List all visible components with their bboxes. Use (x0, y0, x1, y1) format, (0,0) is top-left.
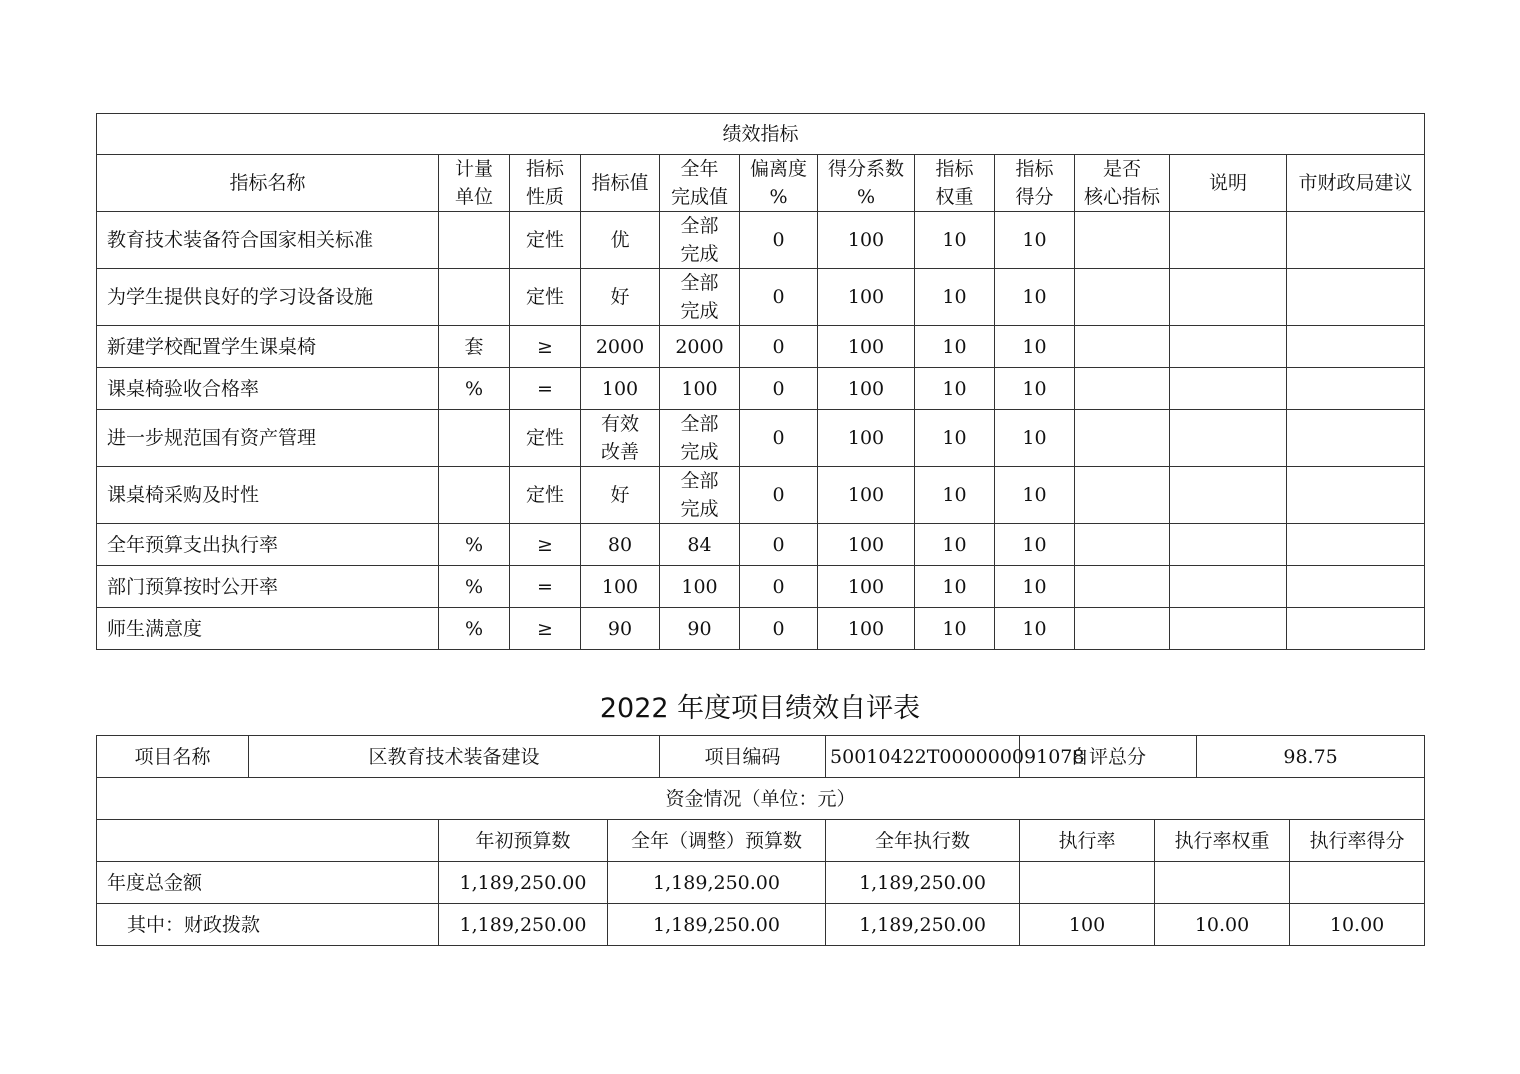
header-row (97, 155, 1425, 212)
column-header (439, 155, 510, 212)
table-row (97, 566, 1425, 608)
project-name-value: 区教育技术装备建设 (249, 736, 660, 778)
indicator-nature: 定性 (510, 212, 581, 269)
column-header (581, 155, 660, 212)
cell-line: 完成 (680, 441, 719, 463)
indicator-score: 10 (995, 368, 1075, 410)
indicator-nature: 定性 (510, 467, 581, 524)
indicator-coef: 100 (818, 524, 915, 566)
indicator-target (581, 212, 660, 269)
table-row (97, 212, 1425, 269)
indicator-actual (660, 269, 740, 326)
cell-line: 2000 (675, 335, 724, 358)
indicator-weight: 10 (915, 608, 995, 650)
indicator-score: 10 (995, 326, 1075, 368)
indicator-dev: 0 (740, 608, 818, 650)
funds-row-total (97, 862, 1425, 904)
indicator-score: 10 (995, 269, 1075, 326)
indicator-dev: 0 (740, 410, 818, 467)
indicator-target (581, 467, 660, 524)
table-row (97, 269, 1425, 326)
cell-line: 计量 (454, 158, 493, 180)
cell-line: 优 (610, 229, 630, 251)
cell-line: 100 (601, 575, 639, 598)
funds-caption: 资金情况（单位：元） (97, 778, 1425, 820)
indicator-advice (1287, 566, 1425, 608)
funds-initial: 1,189,250.00 (439, 862, 608, 904)
column-header (510, 155, 581, 212)
indicator-unit (439, 269, 510, 326)
indicator-actual (660, 410, 740, 467)
cell-line: 改善 (600, 441, 639, 463)
cell-line: 指标 (1015, 158, 1054, 180)
funds-executed: 1,189,250.00 (826, 862, 1020, 904)
indicator-core (1075, 467, 1170, 524)
cell-line: 全部 (680, 470, 719, 492)
cell-line: 好 (610, 484, 630, 506)
column-header (97, 155, 439, 212)
column-header (1170, 155, 1287, 212)
funds-rate-weight: 10.00 (1155, 904, 1290, 946)
cell-line: 得分系数 (827, 158, 904, 180)
cell-line: 全部 (680, 413, 719, 435)
indicator-coef: 100 (818, 608, 915, 650)
table-row (97, 467, 1425, 524)
indicator-weight: 10 (915, 269, 995, 326)
cell-line: 有效 (600, 413, 639, 435)
indicator-dev: 0 (740, 212, 818, 269)
indicator-nature: = (510, 368, 581, 410)
funds-adjusted: 1,189,250.00 (608, 904, 826, 946)
form-title: 2022 年度项目绩效自评表 (599, 693, 921, 724)
cell-line: 全年 (680, 158, 719, 180)
caption-row (97, 114, 1425, 155)
indicator-note (1170, 608, 1287, 650)
indicator-note (1170, 410, 1287, 467)
indicator-core (1075, 566, 1170, 608)
indicator-advice (1287, 326, 1425, 368)
funds-rate (1020, 862, 1155, 904)
funds-header-adjusted: 全年（调整）预算数 (608, 820, 826, 862)
funds-header-rate-weight: 执行率权重 (1155, 820, 1290, 862)
table-caption: 绩效指标 (97, 114, 1425, 155)
indicator-name: 部门预算按时公开率 (97, 566, 439, 608)
funds-header-blank (97, 820, 439, 862)
cell-line: 得分 (1015, 186, 1054, 208)
indicator-core (1075, 326, 1170, 368)
table-row (97, 608, 1425, 650)
indicator-unit: 套 (439, 326, 510, 368)
project-info-row (97, 736, 1425, 778)
indicator-weight: 10 (915, 212, 995, 269)
indicator-target (581, 410, 660, 467)
indicator-score: 10 (995, 410, 1075, 467)
cell-line: 完成值 (670, 186, 728, 208)
indicator-nature: ≥ (510, 524, 581, 566)
funds-header-row (97, 820, 1425, 862)
indicator-dev: 0 (740, 467, 818, 524)
indicator-dev: 0 (740, 524, 818, 566)
indicator-target (581, 608, 660, 650)
indicator-nature: 定性 (510, 410, 581, 467)
funds-header-rate: 执行率 (1020, 820, 1155, 862)
funds-adjusted: 1,189,250.00 (608, 862, 826, 904)
funds-caption-row (97, 778, 1425, 820)
indicator-weight: 10 (915, 467, 995, 524)
indicator-coef: 100 (818, 368, 915, 410)
cell-line: 90 (687, 617, 712, 640)
indicator-note (1170, 368, 1287, 410)
table-row (97, 368, 1425, 410)
indicator-advice (1287, 467, 1425, 524)
indicator-coef: 100 (818, 326, 915, 368)
indicator-name: 课桌椅验收合格率 (97, 368, 439, 410)
indicator-score: 10 (995, 608, 1075, 650)
cell-line: 核心指标 (1083, 186, 1160, 208)
cell-line: 说明 (1208, 172, 1247, 194)
indicator-unit: % (439, 368, 510, 410)
indicator-core (1075, 269, 1170, 326)
indicator-core (1075, 608, 1170, 650)
cell-line: % (856, 186, 876, 208)
cell-line: 完成 (680, 498, 719, 520)
cell-line: 权重 (935, 186, 974, 208)
indicator-name: 全年预算支出执行率 (97, 524, 439, 566)
indicator-core (1075, 368, 1170, 410)
indicator-dev: 0 (740, 326, 818, 368)
indicator-name: 进一步规范国有资产管理 (97, 410, 439, 467)
cell-line: 偏离度 (749, 158, 807, 180)
column-header (818, 155, 915, 212)
indicator-unit (439, 467, 510, 524)
funds-rate-weight (1155, 862, 1290, 904)
indicator-unit (439, 212, 510, 269)
funds-header-initial: 年初预算数 (439, 820, 608, 862)
funds-executed: 1,189,250.00 (826, 904, 1020, 946)
indicator-advice (1287, 524, 1425, 566)
cell-line: % (769, 186, 788, 208)
funds-header-executed: 全年执行数 (826, 820, 1020, 862)
indicator-coef: 100 (818, 467, 915, 524)
indicator-advice (1287, 269, 1425, 326)
cell-line: 单位 (454, 186, 493, 208)
indicator-coef: 100 (818, 566, 915, 608)
indicator-dev: 0 (740, 368, 818, 410)
column-header (1287, 155, 1425, 212)
indicator-nature: = (510, 566, 581, 608)
indicator-actual (660, 368, 740, 410)
indicator-name: 课桌椅采购及时性 (97, 467, 439, 524)
indicator-advice (1287, 368, 1425, 410)
indicator-note (1170, 269, 1287, 326)
indicator-core (1075, 524, 1170, 566)
indicator-actual (660, 524, 740, 566)
indicator-name: 新建学校配置学生课桌椅 (97, 326, 439, 368)
cell-line: 100 (681, 377, 718, 400)
performance-indicator-table (96, 113, 1425, 650)
indicator-actual (660, 566, 740, 608)
indicator-advice (1287, 410, 1425, 467)
cell-line: 指标值 (591, 172, 649, 194)
indicator-dev: 0 (740, 269, 818, 326)
indicator-coef: 100 (818, 212, 915, 269)
indicator-score: 10 (995, 212, 1075, 269)
indicator-weight: 10 (915, 410, 995, 467)
column-header (660, 155, 740, 212)
cell-line: 90 (607, 617, 633, 640)
cell-line: 2000 (595, 335, 645, 358)
funds-header-rate-score: 执行率得分 (1290, 820, 1425, 862)
cell-line: 指标 (935, 158, 974, 180)
cell-line: 100 (681, 575, 718, 598)
self-score-value: 98.75 (1197, 736, 1425, 778)
funds-row-fiscal (97, 904, 1425, 946)
column-header (1075, 155, 1170, 212)
indicator-dev: 0 (740, 566, 818, 608)
self-evaluation-table (96, 735, 1425, 946)
indicator-weight: 10 (915, 368, 995, 410)
funds-row-label: 其中：财政拨款 (97, 904, 439, 946)
table-row (97, 524, 1425, 566)
indicator-weight: 10 (915, 566, 995, 608)
indicator-actual (660, 608, 740, 650)
cell-line: 完成 (680, 300, 719, 322)
indicator-name: 教育技术装备符合国家相关标准 (97, 212, 439, 269)
indicator-unit: % (439, 608, 510, 650)
indicator-note (1170, 524, 1287, 566)
indicator-unit: % (439, 524, 510, 566)
table-row (97, 410, 1425, 467)
cell-line: 指标名称 (229, 172, 306, 194)
funds-rate-score: 10.00 (1290, 904, 1425, 946)
indicator-unit (439, 410, 510, 467)
cell-line: 市财政局建议 (1298, 172, 1413, 194)
indicator-note (1170, 566, 1287, 608)
indicator-actual (660, 467, 740, 524)
table-row (97, 326, 1425, 368)
cell-line: 100 (601, 377, 639, 400)
indicator-actual (660, 212, 740, 269)
indicator-weight: 10 (915, 524, 995, 566)
indicator-coef: 100 (818, 269, 915, 326)
indicator-target (581, 269, 660, 326)
indicator-name: 为学生提供良好的学习设备设施 (97, 269, 439, 326)
self-score-label: 自评总分 (1020, 736, 1197, 778)
column-header (915, 155, 995, 212)
cell-line: 全部 (680, 272, 719, 294)
indicator-name: 师生满意度 (97, 608, 439, 650)
cell-line: 完成 (680, 243, 719, 265)
indicator-weight: 10 (915, 326, 995, 368)
indicator-coef: 100 (818, 410, 915, 467)
project-code-label: 项目编码 (660, 736, 826, 778)
cell-line: 84 (687, 533, 712, 556)
cell-line: 好 (610, 286, 630, 308)
cell-line: 80 (607, 533, 633, 556)
cell-line: 指标 (525, 158, 564, 180)
indicator-nature: 定性 (510, 269, 581, 326)
indicator-score: 10 (995, 566, 1075, 608)
cell-line: 性质 (525, 186, 564, 208)
indicator-note (1170, 326, 1287, 368)
indicator-nature: ≥ (510, 608, 581, 650)
column-header (995, 155, 1075, 212)
indicator-advice (1287, 608, 1425, 650)
indicator-core (1075, 410, 1170, 467)
indicator-nature: ≥ (510, 326, 581, 368)
indicator-score: 10 (995, 467, 1075, 524)
indicator-note (1170, 212, 1287, 269)
indicator-target (581, 368, 660, 410)
indicator-actual (660, 326, 740, 368)
indicator-unit: % (439, 566, 510, 608)
cell-line: 全部 (680, 215, 719, 237)
indicator-target (581, 326, 660, 368)
indicator-note (1170, 467, 1287, 524)
indicator-advice (1287, 212, 1425, 269)
funds-initial: 1,189,250.00 (439, 904, 608, 946)
funds-row-label: 年度总金额 (97, 862, 439, 904)
indicator-target (581, 524, 660, 566)
project-name-label: 项目名称 (97, 736, 249, 778)
funds-rate-score (1290, 862, 1425, 904)
indicator-core (1075, 212, 1170, 269)
column-header (740, 155, 818, 212)
indicator-score: 10 (995, 524, 1075, 566)
project-code-value: 50010422T000000091078 (826, 736, 1020, 778)
indicator-target (581, 566, 660, 608)
cell-line: 是否 (1102, 158, 1141, 180)
funds-rate: 100 (1020, 904, 1155, 946)
